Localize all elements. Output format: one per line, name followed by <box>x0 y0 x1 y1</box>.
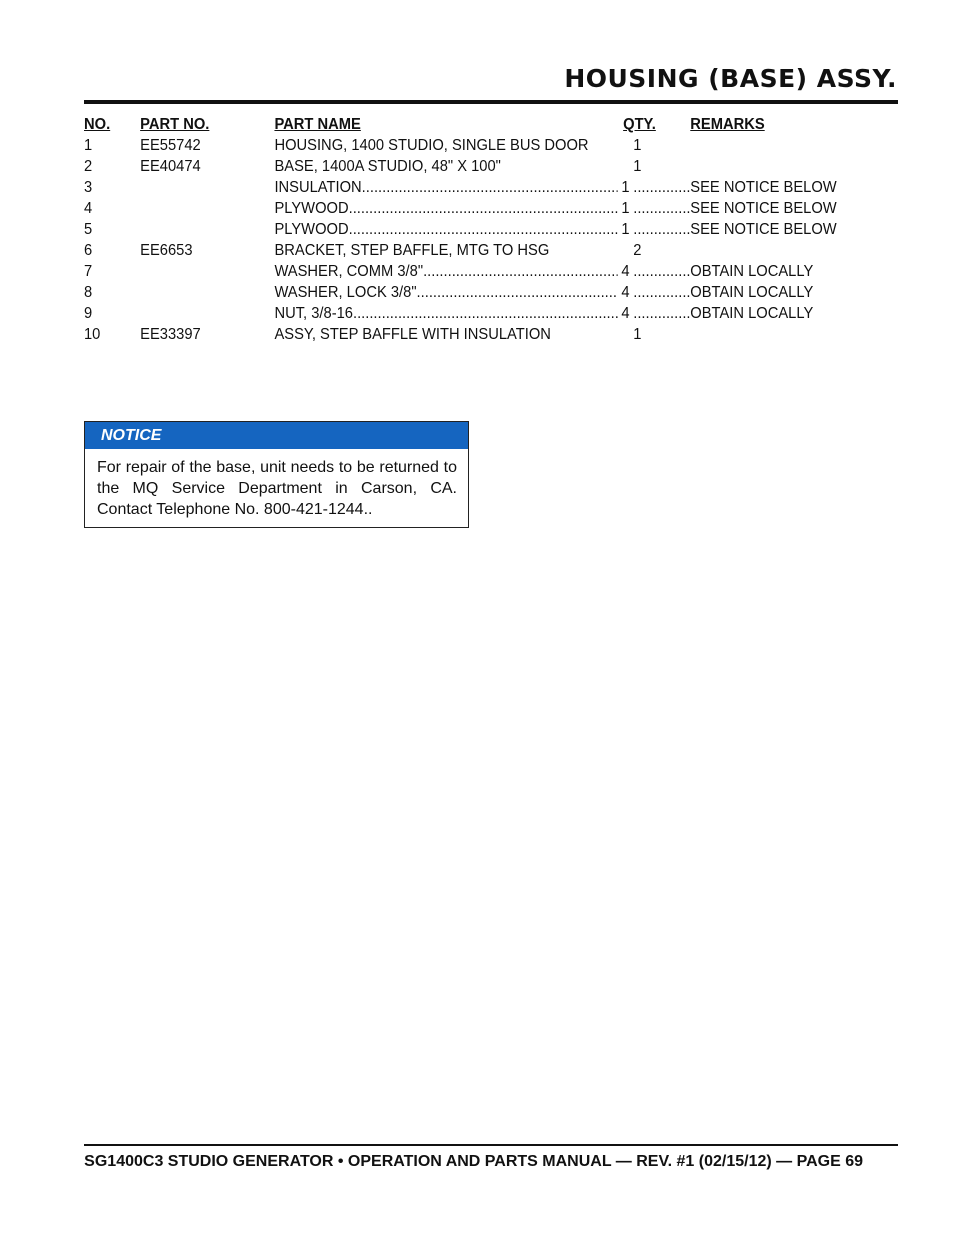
table-row <box>84 261 820 282</box>
parts-table <box>84 114 837 345</box>
row-remarks: SEE NOTICE BELOW <box>690 221 837 238</box>
page-footer: SG1400C3 STUDIO GENERATOR • OPERATION AND PARTS MANUAL — REV. #1 (02/15/12) — PAGE 69 <box>84 1153 863 1170</box>
footer-divider <box>84 1144 898 1146</box>
row-qty: 1 <box>633 158 642 175</box>
row-part-name: WASHER, LOCK 3/8" ..... <box>274 282 617 303</box>
row-no: 9 <box>84 305 93 322</box>
table-row <box>84 324 820 345</box>
row-remarks: SEE NOTICE BELOW <box>690 200 837 217</box>
row-part-name: INSULATION ..... <box>274 177 617 198</box>
row-part-no: EE55742 <box>140 137 201 154</box>
row-qty: 1 <box>621 221 630 238</box>
table-row <box>84 303 820 324</box>
row-qty: 2 <box>633 242 642 259</box>
header-qty: QTY. <box>623 116 656 133</box>
row-no: 5 <box>84 221 93 238</box>
row-part-name: ASSY, STEP BAFFLE WITH INSULATION <box>274 326 551 343</box>
header-part-no: PART NO. <box>140 116 210 133</box>
row-part-name: NUT, 3/8-16 ..... <box>274 303 617 324</box>
table-header <box>84 114 820 135</box>
row-no: 7 <box>84 263 93 280</box>
row-no: 8 <box>84 284 93 301</box>
header-remarks: REMARKS <box>690 116 765 133</box>
title-divider <box>84 100 898 104</box>
row-part-name: BRACKET, STEP BAFFLE, MTG TO HSG <box>274 242 550 259</box>
row-qty: 1 <box>633 137 642 154</box>
notice-box <box>84 421 469 528</box>
row-part-name: PLYWOOD ..... <box>274 219 617 240</box>
table-row <box>84 135 820 156</box>
row-qty-leader <box>618 282 692 303</box>
row-qty: 1 <box>621 200 630 217</box>
row-no: 2 <box>84 158 93 175</box>
row-part-no: EE33397 <box>140 326 201 343</box>
row-part-name: WASHER, COMM 3/8" ..... <box>274 261 617 282</box>
table-row <box>84 219 837 240</box>
row-remarks: OBTAIN LOCALLY <box>690 305 814 322</box>
row-no: 1 <box>84 137 93 154</box>
page-title: HOUSING (BASE) ASSY. <box>564 64 897 93</box>
table-row <box>84 177 837 198</box>
row-qty-leader <box>618 261 692 282</box>
row-qty-leader <box>618 303 692 324</box>
row-no: 10 <box>84 326 101 343</box>
table-row <box>84 282 820 303</box>
row-remarks: OBTAIN LOCALLY <box>690 263 814 280</box>
row-no: 4 <box>84 200 93 217</box>
row-no: 6 <box>84 242 93 259</box>
table-row <box>84 156 820 177</box>
notice-body: For repair of the base, unit needs to be returned to the MQ Service Department in Carson, CA. Contact Telephone No. 800-421-1244.. <box>97 459 457 518</box>
row-qty: 4 <box>621 263 630 280</box>
row-qty: 4 <box>621 305 630 322</box>
row-qty-leader <box>618 198 692 219</box>
row-remarks: SEE NOTICE BELOW <box>690 179 837 196</box>
row-part-no: EE6653 <box>140 242 193 259</box>
header-part-name: PART NAME <box>274 116 361 133</box>
notice-heading: NOTICE <box>85 422 468 449</box>
row-remarks: OBTAIN LOCALLY <box>690 284 814 301</box>
row-qty: 1 <box>621 179 630 196</box>
row-qty-leader <box>618 219 692 240</box>
table-row <box>84 198 837 219</box>
row-part-name: PLYWOOD ..... <box>274 198 617 219</box>
header-no: NO. <box>84 116 111 133</box>
row-part-no: EE40474 <box>140 158 201 175</box>
table-row <box>84 240 820 261</box>
row-part-name: HOUSING, 1400 STUDIO, SINGLE BUS DOOR <box>274 137 589 154</box>
row-qty-leader <box>618 177 692 198</box>
table-body <box>84 135 837 345</box>
row-part-name: BASE, 1400A STUDIO, 48" X 100" <box>274 158 501 175</box>
row-qty: 4 <box>621 284 630 301</box>
row-no: 3 <box>84 179 93 196</box>
row-qty: 1 <box>633 326 642 343</box>
